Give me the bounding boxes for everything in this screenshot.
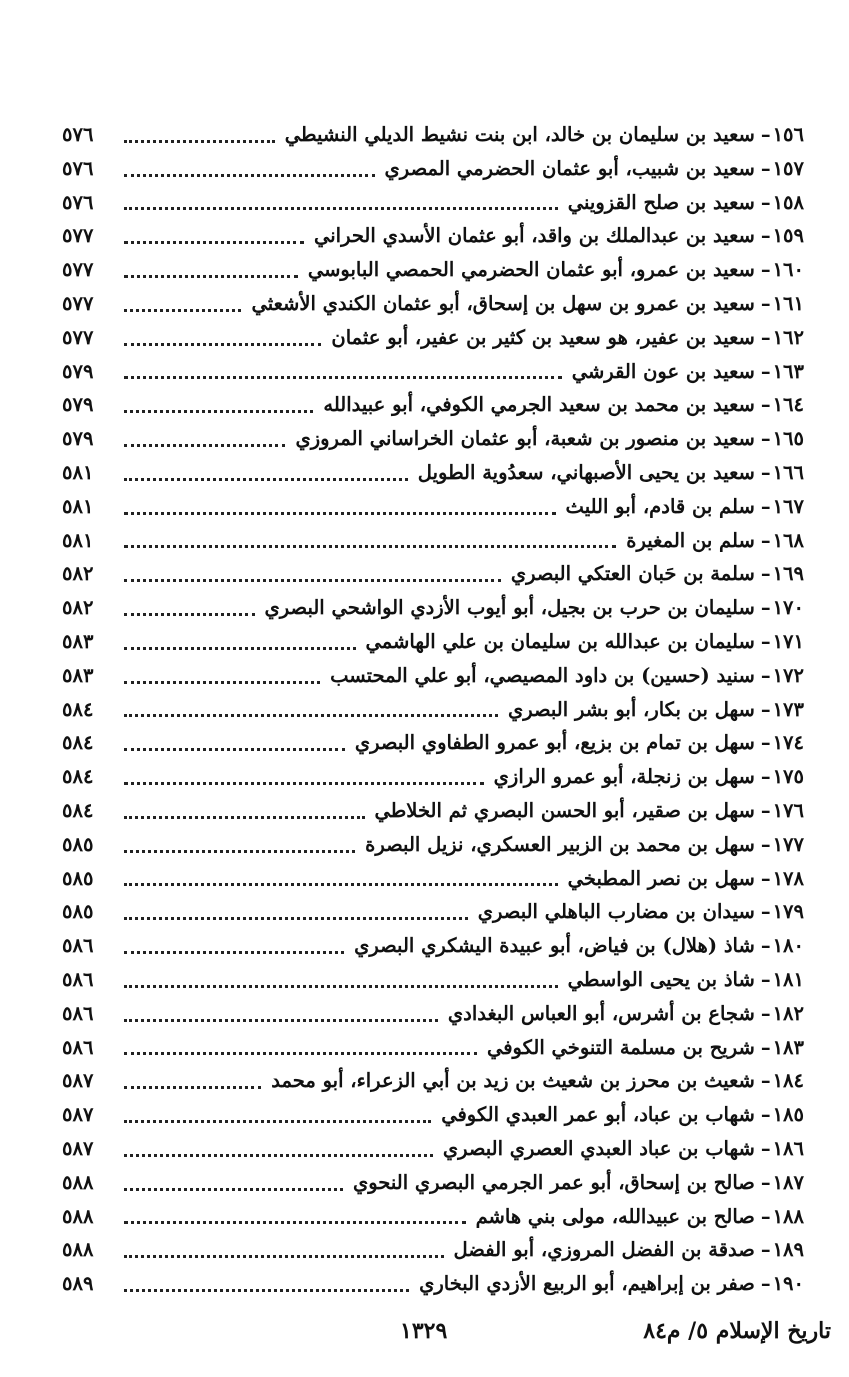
entry-number: ١٦٦ [772,460,804,484]
entry-number: ١٥٨ [772,190,804,214]
entry-dash: – [760,663,771,687]
entry-page-number: ٥٨٢ [62,596,94,620]
entry-dash: – [760,427,771,451]
dot-leader [124,139,275,143]
entry-page-number: ٥٨٥ [62,900,94,924]
entry-number: ١٦٣ [772,359,804,383]
entry-title: صالح بن إسحاق، أبو عمر الجرمي البصري النحوي [352,1170,755,1194]
entry-number: ١٧٥ [772,765,804,789]
entry-title: شريح بن مسلمة التنوخي الكوفي [486,1035,755,1059]
toc-entry [62,963,804,997]
entry-number: ١٨٦ [772,1136,804,1160]
entry-dash: – [760,291,771,315]
toc-entry [62,591,804,625]
entry-number: ١٧٤ [772,731,804,755]
toc-entry [62,219,804,253]
entry-dash: – [760,1103,771,1127]
entry-dash: – [760,494,771,518]
entry-title: سعيد بن سليمان بن خالد، ابن بنت نشيط الديلي النشيطي [284,123,755,146]
entry-page-number: ٥٨١ [62,528,94,552]
entry-number: ١٦٧ [772,494,804,518]
entry-dash: – [760,798,771,822]
entry-dash: – [760,934,771,958]
entry-page-number: ٥٨٨ [62,1238,94,1262]
entry-page-number: ٥٨٤ [62,798,94,822]
entry-number: ١٦٨ [772,528,804,552]
entry-number: ١٨١ [772,967,804,991]
entry-title: سليمان بن عبدالله بن سليمان بن علي الهاشمي [365,629,755,653]
entry-dash: – [760,1238,771,1262]
entry-title: شاذ بن يحيى الواسطي [567,967,755,991]
toc-entry [62,1031,804,1065]
toc-entry [62,1200,804,1234]
entry-page-number: ٥٨١ [62,494,94,518]
entry-dash: – [760,224,771,248]
toc-entry [62,456,804,490]
entry-page-number: ٥٧٦ [62,156,94,180]
entry-page-number: ٥٧٩ [62,359,94,383]
toc-entry [62,118,804,152]
dot-leader [124,747,345,751]
entry-page-number: ٥٨١ [62,460,94,484]
entry-dash: – [760,258,771,282]
entry-dash: – [760,697,771,721]
entry-dash: – [760,596,771,620]
entry-dash: – [760,393,771,417]
toc-entry [62,253,804,287]
entry-title: سعيد بن عفير، هو سعيد بن كثير بن عفير، أبو عثمان [331,325,755,349]
toc-entry [62,997,804,1031]
entry-title: سليمان بن حرب بن بجيل، أبو أيوب الأزدي الواشحي البصري [264,596,755,620]
dot-leader [124,173,375,177]
dot-leader [124,781,484,785]
dot-leader [124,646,356,650]
entry-title: سعيد بن منصور بن شعبة، أبو عثمان الخراساني المروزي [295,427,755,451]
entry-title: سعيد بن يحيى الأصبهاني، سعدُوية الطويل [417,460,755,484]
toc-entry [62,524,804,558]
entry-dash: – [760,562,771,586]
entry-title: سهل بن بكار، أبو بشر البصري [507,697,755,721]
entry-dash: – [760,190,771,214]
toc-entry [62,862,804,896]
dot-leader [124,240,304,244]
entry-number: ١٩٠ [772,1272,804,1296]
entry-dash: – [760,765,771,789]
dot-leader [124,409,313,413]
entry-number: ١٧١ [772,629,804,653]
toc-entry [62,490,804,524]
entry-number: ١٧٣ [772,697,804,721]
table-of-contents [62,118,804,1301]
dot-leader [124,1085,261,1089]
entry-page-number: ٥٨٥ [62,832,94,856]
dot-leader [124,1254,444,1258]
entry-dash: – [760,1001,771,1025]
entry-page-number: ٥٧٧ [62,291,94,315]
book-signature: تاريخ الإسلام ٥/ م٨٤ [643,1318,831,1344]
entry-title: سلمة بن حَبان العتكي البصري [510,562,755,586]
entry-title: صفر بن إبراهيم، أبو الربيع الأزدي البخاري [419,1272,755,1296]
page-number: ١٣٢٩ [400,1318,448,1344]
entry-dash: – [760,629,771,653]
entry-number: ١٨٥ [772,1103,804,1127]
entry-page-number: ٥٨٧ [62,1136,94,1160]
entry-title: سعيد بن شبيب، أبو عثمان الحضرمي المصري [384,156,755,180]
entry-number: ١٧٩ [772,900,804,924]
entry-number: ١٨٧ [772,1170,804,1194]
entry-page-number: ٥٨٩ [62,1272,94,1296]
entry-page-number: ٥٨٥ [62,866,94,890]
entry-dash: – [760,900,771,924]
entry-dash: – [760,359,771,383]
entry-title: سعيد بن عبدالملك بن واقد، أبو عثمان الأسدي الحراني [313,224,755,248]
entry-number: ١٦٤ [772,393,804,417]
dot-leader [124,308,241,312]
entry-number: ١٨٤ [772,1069,804,1093]
entry-number: ١٨٨ [772,1204,804,1228]
entry-number: ١٦٢ [772,325,804,349]
dot-leader [124,984,558,988]
entry-dash: – [760,1136,771,1160]
dot-leader [124,849,355,853]
entry-dash: – [760,731,771,755]
toc-entry [62,557,804,591]
dot-leader [124,443,285,447]
toc-entry [62,794,804,828]
entry-page-number: ٥٨٨ [62,1170,94,1194]
toc-entry [62,1166,804,1200]
toc-entry [62,1267,804,1301]
entry-title: سعيد بن محمد بن سعيد الجرمي الكوفي، أبو عبيدالله [323,393,755,417]
toc-entry [62,828,804,862]
entry-title: شهاب بن عباد، أبو عمر العبدي الكوفي [441,1103,755,1127]
toc-entry [62,355,804,389]
entry-page-number: ٥٨٦ [62,967,94,991]
entry-number: ١٧٨ [772,866,804,890]
toc-entry [62,321,804,355]
entry-page-number: ٥٨٤ [62,765,94,789]
entry-title: شعيث بن محرز بن شعيث بن زيد بن أبي الزعراء، أبو محمد [271,1069,755,1093]
toc-entry [62,726,804,760]
toc-entry [62,422,804,456]
entry-title: سعيد بن صلح القزويني [567,190,755,214]
dot-leader [124,544,616,548]
entry-number: ١٥٩ [772,224,804,248]
dot-leader [124,1051,477,1055]
entry-page-number: ٥٨٣ [62,629,94,653]
toc-entry [62,929,804,963]
entry-page-number: ٥٨٢ [62,562,94,586]
entry-title: شاذ (هلال) بن فياض، أبو عبيدة اليشكري البصري [354,934,755,958]
dot-leader [124,342,321,346]
dot-leader [124,950,344,954]
toc-entry [62,388,804,422]
entry-title: سهل بن صقير، أبو الحسن البصري ثم الخلاطي [374,798,755,822]
toc-entry [62,895,804,929]
entry-title: سنيد (حسين) بن داود المصيصي، أبو علي المحتسب [330,663,755,687]
dot-leader [124,815,365,819]
dot-leader [124,1288,409,1292]
dot-leader [124,680,320,684]
entry-dash: – [760,123,771,146]
entry-page-number: ٥٧٩ [62,393,94,417]
entry-page-number: ٥٨٤ [62,731,94,755]
entry-title: سهل بن نصر المطبخي [567,866,755,890]
entry-number: ١٧٠ [772,596,804,620]
entry-page-number: ٥٨٨ [62,1204,94,1228]
entry-title: سيدان بن مضارب الباهلي البصري [477,900,755,924]
dot-leader [124,882,558,886]
entry-page-number: ٥٨٤ [62,697,94,721]
entry-page-number: ٥٨٦ [62,1001,94,1025]
dot-leader [124,1220,466,1224]
entry-page-number: ٥٨٧ [62,1103,94,1127]
entry-title: صالح بن عبيدالله، مولى بني هاشم [475,1204,755,1228]
entry-title: شجاع بن أشرس، أبو العباس البغدادي [447,1001,755,1025]
entry-title: سعيد بن عمرو بن سهل بن إسحاق، أبو عثمان الكندي الأشعثي [251,291,755,315]
entry-title: سعيد بن عمرو، أبو عثمان الحضرمي الحمصي البابوسي [307,258,755,282]
entry-page-number: ٥٨٣ [62,663,94,687]
entry-number: ١٧٧ [772,832,804,856]
toc-entry [62,152,804,186]
dot-leader [124,713,498,717]
dot-leader [124,1119,431,1123]
entry-number: ١٦٥ [772,427,804,451]
entry-number: ١٧٦ [772,798,804,822]
dot-leader [124,206,558,210]
entry-dash: – [760,1272,771,1296]
entry-number: ١٨٢ [772,1001,804,1025]
entry-page-number: ٥٧٧ [62,224,94,248]
entry-dash: – [760,460,771,484]
entry-dash: – [760,866,771,890]
entry-page-number: ٥٧٦ [62,123,94,146]
entry-dash: – [760,156,771,180]
dot-leader [124,477,408,481]
entry-page-number: ٥٧٧ [62,258,94,282]
dot-leader [124,375,562,379]
entry-title: سلم بن المغيرة [626,528,755,552]
entry-number: ١٨٣ [772,1035,804,1059]
entry-page-number: ٥٧٧ [62,325,94,349]
entry-dash: – [760,325,771,349]
entry-number: ١٦٠ [772,258,804,282]
entry-title: سلم بن قادم، أبو الليث [565,494,755,518]
entry-title: سهل بن محمد بن الزبير العسكري، نزيل البصرة [365,832,755,856]
toc-entry [62,1132,804,1166]
dot-leader [124,274,298,278]
dot-leader [124,612,255,616]
toc-entry [62,693,804,727]
entry-title: سهل بن تمام بن بزيع، أبو عمرو الطفاوي البصري [354,731,755,755]
toc-entry [62,1098,804,1132]
toc-entry [62,1233,804,1267]
entry-page-number: ٥٧٦ [62,190,94,214]
entry-dash: – [760,528,771,552]
entry-title: شهاب بن عباد العبدي العصري البصري [442,1136,755,1160]
entry-number: ١٥٧ [772,156,804,180]
dot-leader [124,916,468,920]
dot-leader [124,1018,438,1022]
entry-number: ١٦١ [772,291,804,315]
dot-leader [124,1187,343,1191]
entry-number: ١٥٦ [772,123,804,146]
entry-dash: – [760,1170,771,1194]
toc-entry [62,659,804,693]
dot-leader [124,511,556,515]
entry-page-number: ٥٨٦ [62,934,94,958]
entry-number: ١٧٢ [772,663,804,687]
entry-page-number: ٥٧٩ [62,427,94,451]
entry-dash: – [760,1035,771,1059]
toc-entry [62,625,804,659]
entry-title: صدقة بن الفضل المروزي، أبو الفضل [453,1238,755,1262]
page-footer [0,1318,849,1358]
entry-number: ١٨٠ [772,934,804,958]
entry-title: سعيد بن عون القرشي [571,359,755,383]
toc-entry [62,1064,804,1098]
dot-leader [124,578,501,582]
toc-entry [62,287,804,321]
entry-dash: – [760,1204,771,1228]
entry-dash: – [760,1069,771,1093]
entry-title: سهل بن زنجلة، أبو عمرو الرازي [493,765,755,789]
entry-page-number: ٥٨٦ [62,1035,94,1059]
dot-leader [124,1153,433,1157]
entry-number: ١٨٩ [772,1238,804,1262]
entry-dash: – [760,832,771,856]
entry-number: ١٦٩ [772,562,804,586]
toc-entry [62,760,804,794]
entry-dash: – [760,967,771,991]
toc-entry [62,186,804,220]
entry-page-number: ٥٨٧ [62,1069,94,1093]
